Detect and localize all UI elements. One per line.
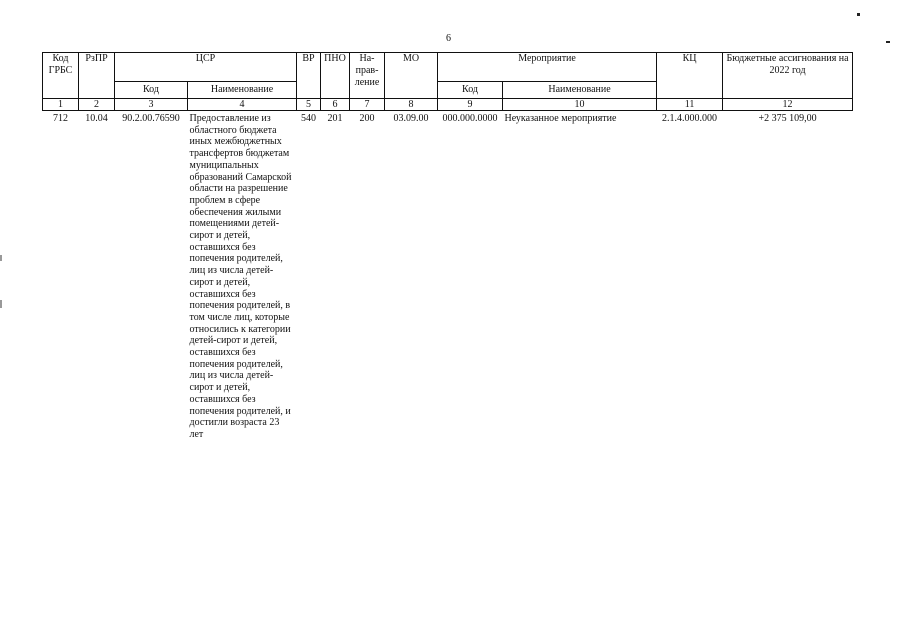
column-number: 5 — [297, 99, 321, 111]
budget-table — [42, 52, 853, 441]
column-number: 6 — [321, 99, 350, 111]
scan-speck — [0, 255, 2, 261]
page-number: 6 — [446, 33, 451, 44]
column-number: 4 — [188, 99, 297, 111]
scan-speck — [0, 300, 2, 308]
cell-kc: 2.1.4.000.000 — [662, 113, 718, 124]
column-number-row — [43, 99, 853, 111]
header-csr-code: Код — [115, 82, 188, 99]
cell-mo: 03.09.00 — [393, 113, 429, 124]
header-vr: ВР — [297, 53, 321, 99]
scan-speck — [886, 41, 890, 43]
header-budget: Бюджетные ассигнования на 2022 год — [723, 53, 853, 99]
column-number: 12 — [723, 99, 853, 111]
cell-event-name: Неуказанное мероприятие — [504, 113, 617, 124]
cell-pno: 201 — [327, 113, 343, 124]
cell-rzpr: 10.04 — [85, 113, 108, 124]
cell-csr-code: 90.2.00.76590 — [122, 113, 180, 124]
cell-grbs: 712 — [53, 113, 68, 124]
header-event: Мероприятие — [438, 53, 657, 82]
scan-speck — [857, 13, 860, 16]
header-csr: ЦСР — [115, 53, 297, 82]
table-row — [43, 111, 853, 441]
header-pno: ПНО — [321, 53, 350, 99]
column-number: 3 — [115, 99, 188, 111]
cell-budget: +2 375 109,00 — [758, 113, 817, 124]
column-number: 10 — [503, 99, 657, 111]
header-kc: КЦ — [657, 53, 723, 99]
header-mo: МО — [385, 53, 438, 99]
cell-csr-name: Предоставление из областного бюджета иных межбюджетных трансфертов бюджетам муниципальных образований Самарской области на разрешение проблем в сфере обеспечения жилыми помещениями детей-сирот и детей, оставшихся без попечения родителей, лиц из числа детей-сирот и детей, оставшихся без попечения родителей, в том числе лиц, которые относились к категории детей-сирот и детей, оставшихся без попечения родителей, лиц из числа детей-сирот и детей, оставшихся без попечения родителей, и достигли возраста 23 лет — [189, 113, 292, 440]
header-event-code: Код — [438, 82, 503, 99]
column-number: 8 — [385, 99, 438, 111]
column-number: 7 — [350, 99, 385, 111]
header-csr-name: Наименование — [188, 82, 297, 99]
header-rzpr: РзПР — [79, 53, 115, 99]
cell-event-code: 000.000.0000 — [442, 113, 498, 124]
column-number: 1 — [43, 99, 79, 111]
header-grbs: Код ГРБС — [43, 53, 79, 99]
column-number: 2 — [79, 99, 115, 111]
cell-vr: 540 — [301, 113, 317, 124]
header-direction: На-прав-ление — [350, 53, 385, 99]
cell-direction: 200 — [359, 113, 375, 124]
column-number: 9 — [438, 99, 503, 111]
header-event-name: Наименование — [503, 82, 657, 99]
column-number: 11 — [657, 99, 723, 111]
